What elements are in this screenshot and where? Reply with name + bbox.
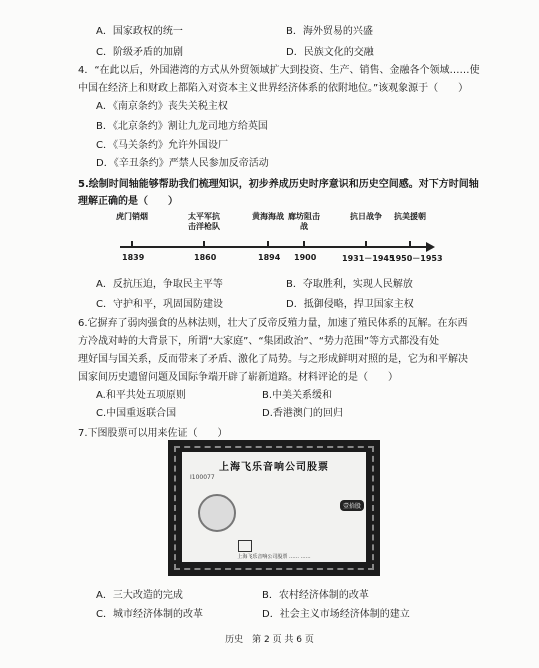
- q6-stem-line4: 国家间历史遗留问题及国际争端开辟了崭新道路。材料评论的是（ ）: [78, 372, 398, 383]
- q7-option-c: C．城市经济体制的改革: [96, 609, 203, 620]
- certificate-title: 上海飞乐音响公司股票: [219, 462, 329, 473]
- timeline-tick: [267, 241, 269, 248]
- q4-option-c: C．《马关条约》允许外国设厂: [96, 140, 228, 151]
- timeline-year: 1860: [194, 253, 217, 262]
- q5-option-a: A．反抗压迫，争取民主平等: [96, 279, 223, 290]
- stock-certificate-image: [168, 440, 380, 576]
- certificate-box: [238, 540, 252, 552]
- q7-option-b: B．农村经济体制的改革: [262, 590, 369, 601]
- q3-option-a: A．国家政权的统一: [96, 26, 183, 37]
- q6-option-d: D.香港澳门的回归: [262, 408, 343, 419]
- q6-option-b: B.中美关系缓和: [262, 390, 333, 401]
- timeline-axis: [120, 246, 428, 248]
- timeline-tick: [409, 241, 411, 248]
- q4-stem-line1: 4．“在此以后，外国港湾的方式从外贸领域扩大到投资、生产、销售、金融各个领域……使: [78, 65, 480, 76]
- q6-stem-line3: 理好国与国关系，反而带来了矛盾、激化了局势。与之形成鲜明对照的是，它为和平解决: [78, 354, 468, 365]
- timeline-year: 1950－1953: [390, 254, 443, 263]
- q3-option-d: D．民族文化的交融: [286, 47, 374, 58]
- q7-option-a: A．三大改造的完成: [96, 590, 183, 601]
- timeline-event: 虎门销烟: [116, 212, 148, 221]
- q7-stem: 7.下图股票可以用来佐证（ ）: [78, 428, 228, 439]
- q4-option-a: A．《南京条约》丧失关税主权: [96, 101, 228, 112]
- page-footer: 历史 第 2 页 共 6 页: [225, 635, 314, 645]
- certificate-bottom-text: 上海飞乐音响公司股票 …… ……: [237, 554, 311, 560]
- timeline-event: 抗美援朝: [394, 212, 426, 221]
- q3-option-b: B．海外贸易的兴盛: [286, 26, 373, 37]
- q5-stem-line1: 5.绘制时间轴能够帮助我们梳理知识，初步养成历史时序意识和历史空间感。对下方时间轴: [78, 179, 479, 190]
- timeline-event: 黄海海战: [252, 212, 284, 221]
- timeline: [110, 212, 443, 272]
- q5-stem-line2: 理解正确的是（ ）: [78, 196, 178, 207]
- timeline-tick: [365, 241, 367, 248]
- timeline-tick: [131, 241, 133, 248]
- q4-option-b: B．《北京条约》割让九龙司地方给英国: [96, 121, 268, 132]
- q4-option-d: D．《辛丑条约》严禁人民参加反帝活动: [96, 158, 269, 169]
- certificate-body: [182, 452, 366, 562]
- timeline-event: 太平军抗击洋枪队: [188, 212, 220, 231]
- certificate-seal-icon: [198, 494, 236, 532]
- q6-option-c: C.中国重返联合国: [96, 408, 177, 419]
- q5-option-c: C．守护和平，巩固国防建设: [96, 299, 223, 310]
- q3-option-c: C．阶级矛盾的加剧: [96, 47, 183, 58]
- timeline-event: 廊坊阻击战: [288, 212, 320, 231]
- q5-option-d: D．抵御侵略，捍卫国家主权: [286, 299, 414, 310]
- q5-option-b: B．夺取胜利，实现人民解放: [286, 279, 413, 290]
- q4-stem-line2: 中国在经济上和财政上都陷入对资本主义世界经济体系的依附地位。”该观象源于（ ）: [78, 83, 469, 94]
- timeline-tick: [303, 241, 305, 248]
- q6-stem-line2: 方冷战对峙的大背景下，所谓“大家庭”、“集团政治”、“势力范围”等方式都没有处: [78, 336, 440, 347]
- q6-option-a: A.和平共处五项原则: [96, 390, 186, 401]
- timeline-year: 1839: [122, 253, 145, 262]
- timeline-arrow: [426, 242, 435, 252]
- q6-stem-line1: 6.它摒弃了弱肉强食的丛林法则，壮大了反帝反殖力量，加速了殖民体系的瓦解。在东西: [78, 318, 468, 329]
- timeline-year: 1931－1945: [342, 254, 395, 263]
- certificate-stamp: 壹拾股: [340, 500, 364, 511]
- timeline-tick: [203, 241, 205, 248]
- certificate-serial: I100077: [190, 474, 215, 481]
- timeline-year: 1894: [258, 253, 281, 262]
- q7-option-d: D．社会主义市场经济体制的建立: [262, 609, 410, 620]
- timeline-year: 1900: [294, 253, 317, 262]
- timeline-event: 抗日战争: [350, 212, 382, 221]
